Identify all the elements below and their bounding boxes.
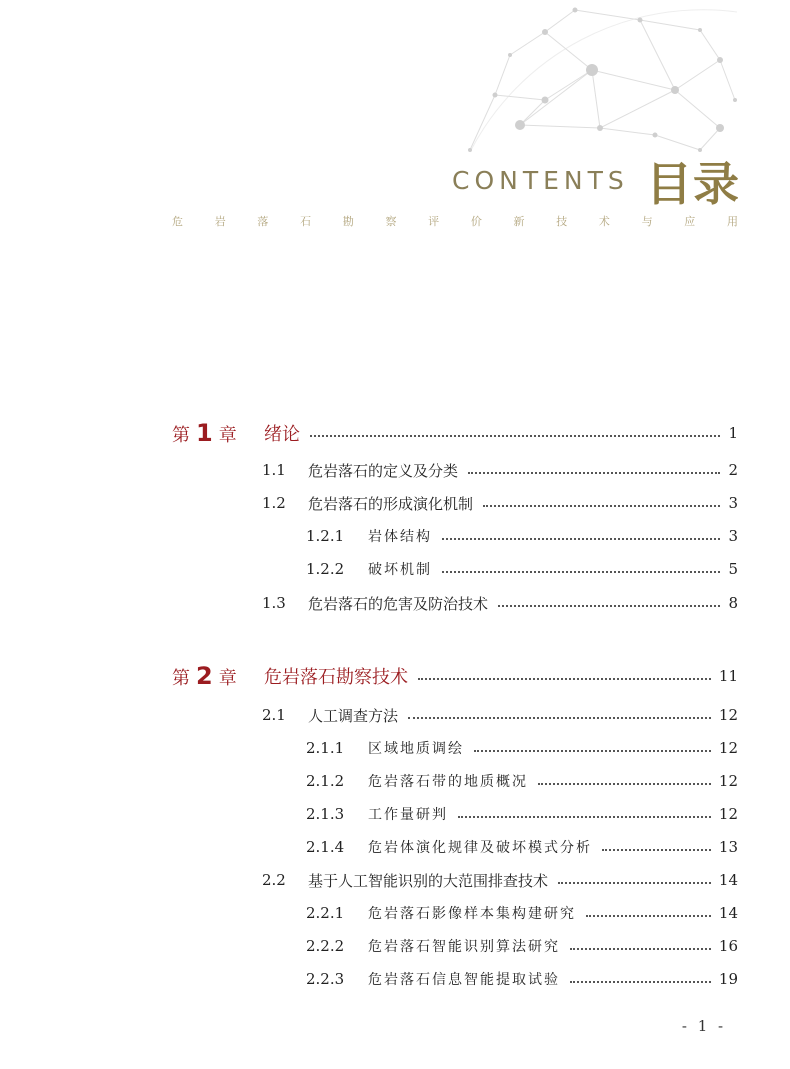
page-number: 11	[718, 667, 738, 685]
dot-leader	[408, 717, 711, 719]
dot-leader	[498, 605, 720, 607]
chapter-prefix: 第	[172, 425, 190, 446]
section-title: 危岩落石的危害及防治技术	[308, 594, 489, 613]
page-number: 16	[718, 937, 738, 955]
chapter-number	[172, 662, 264, 690]
dot-leader	[570, 981, 711, 983]
page-number: 5	[728, 560, 738, 578]
dot-leader	[483, 505, 720, 507]
dot-leader	[586, 915, 711, 917]
chapter-suffix: 章	[218, 425, 237, 446]
toc-subsection[interactable]	[306, 556, 738, 582]
subsection-title: 危岩落石智能识别算法研究	[368, 939, 560, 955]
toc-section[interactable]	[262, 490, 738, 516]
subsection-number: 2.2.3	[306, 970, 345, 988]
subsection-number: 2.1.1	[306, 739, 345, 757]
page-number: 12	[718, 772, 738, 790]
toc-subsection[interactable]	[306, 735, 738, 761]
subsection-number: 2.2.2	[306, 937, 345, 955]
toc-section[interactable]	[262, 867, 738, 893]
book-title-spaced	[172, 213, 738, 229]
subsection-number: 1.2.2	[306, 560, 345, 578]
section-number: 1.1	[262, 461, 286, 479]
subsection-number: 1.2.1	[306, 527, 345, 545]
book-title-char: 评	[428, 215, 440, 228]
section-title: 危岩落石的形成演化机制	[308, 494, 474, 513]
dot-leader	[310, 435, 720, 437]
dot-leader	[468, 472, 720, 474]
page-number: 1	[728, 424, 738, 442]
toc-section[interactable]	[262, 702, 738, 728]
chapter-prefix: 第	[172, 668, 190, 689]
subsection-number: 2.1.3	[306, 805, 345, 823]
dot-leader	[474, 750, 711, 752]
section-number: 1.3	[262, 594, 286, 612]
chapter-digit: 2	[196, 662, 213, 690]
page-number: 3	[728, 527, 738, 545]
book-title-char: 用	[726, 215, 738, 228]
book-title-char: 新	[513, 215, 525, 228]
page-number: 12	[718, 739, 738, 757]
page-number: 12	[718, 706, 738, 724]
section-title: 人工调查方法	[308, 706, 399, 725]
page-number: 14	[718, 904, 738, 922]
subsection-title: 破坏机制	[368, 562, 432, 578]
section-title: 危岩落石的定义及分类	[308, 461, 459, 480]
page-number: 2	[728, 461, 738, 479]
toc-subsection[interactable]	[306, 801, 738, 827]
page-number: 13	[718, 838, 738, 856]
dot-leader	[558, 882, 711, 884]
book-title-char: 与	[641, 215, 653, 228]
subsection-title: 危岩落石带的地质概况	[368, 774, 528, 790]
chapter-title: 危岩落石勘察技术	[264, 667, 408, 688]
subsection-title: 区域地质调绘	[368, 741, 464, 757]
toc-subsection[interactable]	[306, 834, 738, 860]
subsection-number: 2.1.2	[306, 772, 345, 790]
subsection-title: 危岩体演化规律及破坏模式分析	[368, 840, 592, 856]
book-title-char: 应	[684, 215, 696, 228]
subsection-title: 工作量研判	[368, 807, 448, 823]
toc-subsection[interactable]	[306, 966, 738, 992]
chapter-suffix: 章	[218, 668, 237, 689]
subsection-title: 危岩落石影像样本集构建研究	[368, 906, 576, 922]
book-title-char: 察	[385, 215, 397, 228]
section-title: 基于人工智能识别的大范围排查技术	[308, 871, 549, 890]
chapter-digit: 1	[196, 419, 213, 447]
page-folio: - 1 -	[681, 1017, 727, 1035]
subsection-title: 危岩落石信息智能提取试验	[368, 972, 560, 988]
toc-subsection[interactable]	[306, 523, 738, 549]
toc-subsection[interactable]	[306, 933, 738, 959]
book-title-char: 勘	[342, 215, 354, 228]
contents-heading: CONTENTS	[452, 166, 629, 195]
subsection-title: 岩体结构	[368, 529, 432, 545]
page-number: 12	[718, 805, 738, 823]
toc-chapter-2[interactable]	[172, 663, 738, 689]
book-title-char: 石	[300, 215, 312, 228]
dot-leader	[570, 948, 711, 950]
dot-leader	[458, 816, 711, 818]
dot-leader	[418, 678, 711, 680]
book-title-char: 价	[470, 215, 482, 228]
page-number: 3	[728, 494, 738, 512]
book-title-char: 技	[556, 215, 568, 228]
toc-section[interactable]	[262, 590, 738, 616]
page-title: 目录	[646, 157, 740, 211]
toc-subsection[interactable]	[306, 768, 738, 794]
dot-leader	[442, 571, 720, 573]
section-number: 2.2	[262, 871, 286, 889]
dot-leader	[602, 849, 711, 851]
chapter-title: 绪论	[264, 424, 300, 445]
section-number: 2.1	[262, 706, 286, 724]
dot-leader	[538, 783, 711, 785]
book-title-char: 危	[172, 215, 183, 228]
page-number: 8	[728, 594, 738, 612]
section-number: 1.2	[262, 494, 286, 512]
book-title-char: 岩	[214, 215, 226, 228]
dot-leader	[442, 538, 720, 540]
page-number: 19	[718, 970, 738, 988]
book-title-char: 落	[257, 215, 269, 228]
page-number: 14	[718, 871, 738, 889]
toc-subsection[interactable]	[306, 900, 738, 926]
subsection-number: 2.1.4	[306, 838, 345, 856]
chapter-number	[172, 419, 264, 447]
toc-chapter-1[interactable]	[172, 420, 738, 446]
subsection-number: 2.2.1	[306, 904, 345, 922]
book-title-char: 术	[598, 215, 610, 228]
toc-section[interactable]	[262, 457, 738, 483]
